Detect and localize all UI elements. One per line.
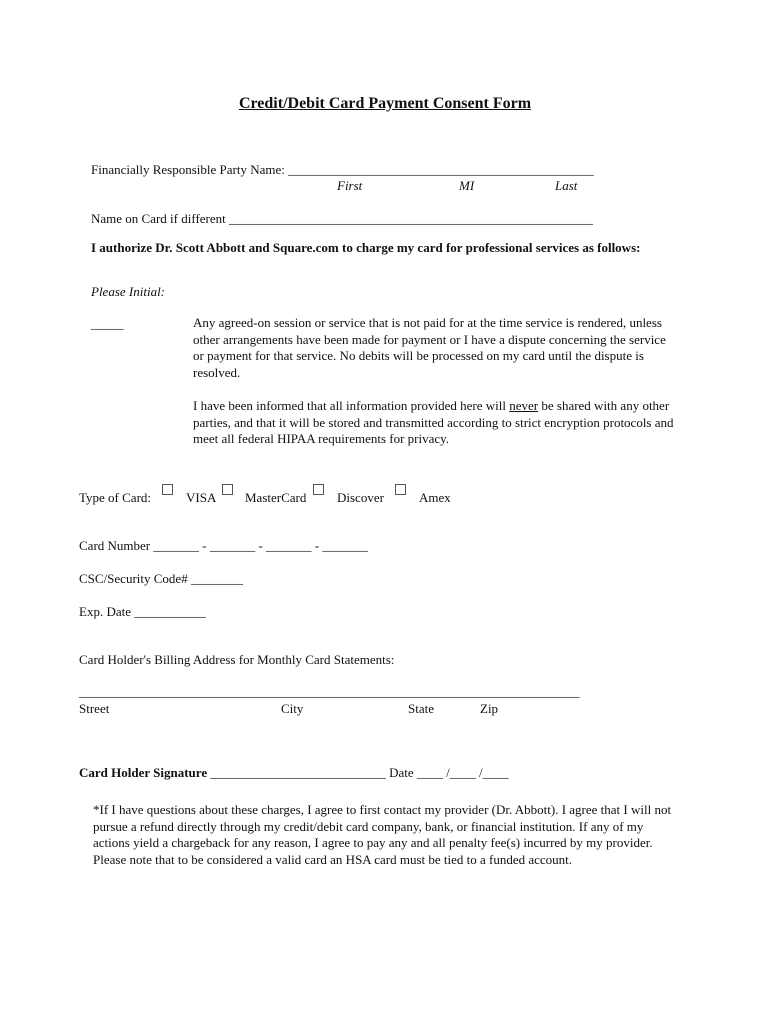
signature-label: Card Holder Signature bbox=[79, 765, 208, 780]
please-initial-label: Please Initial: bbox=[91, 284, 166, 299]
chargeback-footnote: *If I have questions about these charges, I agree to first contact my provider (Dr. Abbott). I agree that I will not pursue a refund directly through my credit/debit card company, bank, or financial institution. If any of my actions yield a chargeback for any reason, I agree to pay any and all penalty fee(s) incurred by my provider. Please note that to be considered a valid card an HSA card must be tied to a funded account. bbox=[93, 802, 672, 867]
state-caption: State bbox=[408, 701, 434, 716]
amex-option-label: Amex bbox=[419, 490, 451, 505]
privacy-terms bbox=[193, 398, 675, 448]
middle-initial-caption: MI bbox=[459, 178, 475, 193]
discover-checkbox[interactable] bbox=[313, 484, 324, 495]
first-name-caption: First bbox=[337, 178, 363, 193]
privacy-terms-text: I have been informed that all information provided here will bbox=[193, 398, 510, 413]
signature-date-field[interactable]: ___________________________ Date ____ /____ /____ bbox=[207, 765, 509, 780]
expiration-date-field[interactable]: Exp. Date ___________ bbox=[79, 604, 206, 619]
name-on-card-field[interactable]: Name on Card if different ________________________________________________________ bbox=[91, 211, 594, 226]
street-caption: Street bbox=[79, 701, 110, 716]
card-number-field[interactable]: Card Number _______ - _______ - _______ - _______ bbox=[79, 538, 368, 553]
initial-field[interactable]: _____ bbox=[91, 316, 124, 331]
unpaid-service-terms: Any agreed-on session or service that is not paid for at the time service is rendered, unless other arrangements have been made for payment or I have a dispute concerning the service or payment for that service. No debits will be processed on my card until the dispute is resolved. bbox=[193, 315, 666, 380]
visa-checkbox[interactable] bbox=[162, 484, 173, 495]
zip-caption: Zip bbox=[480, 701, 499, 716]
city-caption: City bbox=[281, 701, 304, 716]
last-name-caption: Last bbox=[555, 178, 578, 193]
page-title: Credit/Debit Card Payment Consent Form bbox=[238, 95, 532, 112]
never-emphasis: never bbox=[509, 398, 539, 413]
card-type-label: Type of Card: bbox=[79, 490, 152, 505]
signature-row bbox=[79, 765, 509, 781]
amex-checkbox[interactable] bbox=[395, 484, 406, 495]
privacy-terms-text-end: be shared with any other parties, and that it will be stored and transmitted according to strict encryption protocols and meet all federal HIPAA requirements for privacy. bbox=[193, 398, 674, 447]
responsible-party-field[interactable]: Financially Responsible Party Name: _______________________________________________ bbox=[91, 162, 594, 177]
billing-address-field[interactable]: _____________________________________________________________________________ bbox=[79, 684, 580, 699]
security-code-field[interactable]: CSC/Security Code# ________ bbox=[79, 571, 243, 586]
authorization-statement: I authorize Dr. Scott Abbott and Square.com to charge my card for professional services as follows: bbox=[91, 240, 641, 255]
visa-option-label: VISA bbox=[186, 490, 217, 505]
mastercard-option-label: MasterCard bbox=[245, 490, 307, 505]
billing-address-label: Card Holder's Billing Address for Monthly Card Statements: bbox=[79, 652, 395, 667]
discover-option-label: Discover bbox=[337, 490, 384, 505]
mastercard-checkbox[interactable] bbox=[222, 484, 233, 495]
